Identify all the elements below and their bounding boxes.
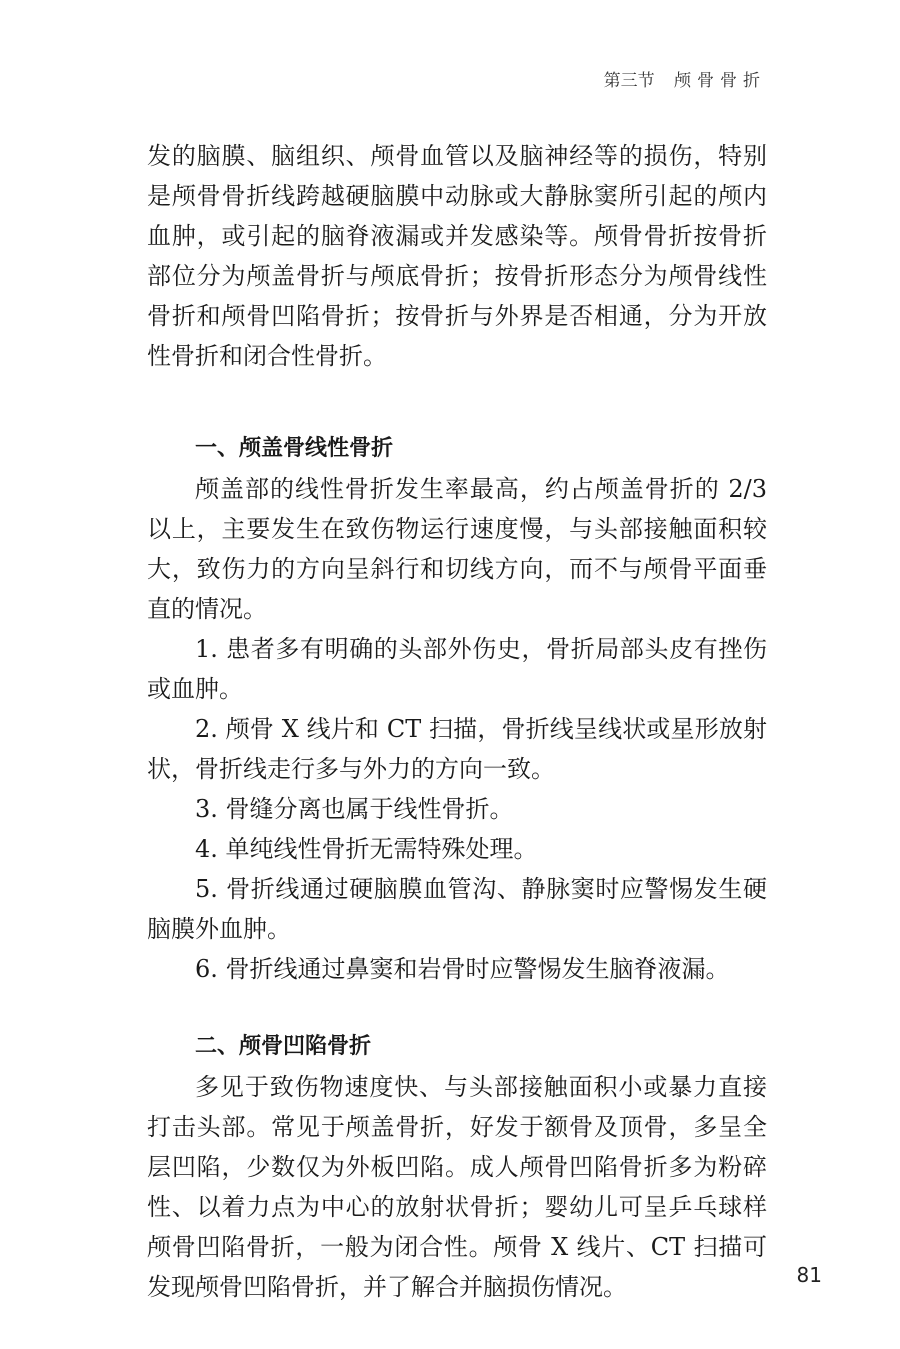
list-item: 6. 骨折线通过鼻窦和岩骨时应警惕发生脑脊液漏。 <box>195 955 730 983</box>
section-title: 颅骨骨折 <box>674 71 766 91</box>
intro-paragraph: 发的脑膜、脑组织、颅骨血管以及脑神经等的损伤，特别是颅骨骨折线跨越硬脑膜中动脉或大静脉窦所引起的颅内血肿，或引起的脑脊液漏或并发感染等。颅骨骨折按骨折部位分为颅盖骨折与颅底骨折；按骨折形态分为颅骨线性骨折和颅骨凹陷骨折；按骨折与外界是否相通，分为开放性骨折和闭合性骨折。 <box>147 142 767 370</box>
list-item: 5. 骨折线通过硬脑膜血管沟、静脉窦时应警惕发生硬脑膜外血肿。 <box>147 875 767 943</box>
page-number: 81 <box>796 1263 822 1287</box>
list-item: 1. 患者多有明确的头部外伤史，骨折局部头皮有挫伤或血肿。 <box>147 635 767 703</box>
list-item: 4. 单纯线性骨折无需特殊处理。 <box>195 835 538 863</box>
section-heading-linear-fracture: 一、颅盖骨线性骨折 <box>195 436 394 461</box>
list-item: 3. 骨缝分离也属于线性骨折。 <box>195 795 514 823</box>
section1-intro-paragraph: 颅盖部的线性骨折发生率最高，约占颅盖骨折的 2/3 以上，主要发生在致伤物运行速度慢，与头部接触面积较大，致伤力的方向呈斜行和切线方向，而不与颅骨平面垂直的情况。 <box>147 475 767 623</box>
running-header <box>604 66 766 91</box>
section-heading-depressed-fracture: 二、颅骨凹陷骨折 <box>195 1034 372 1059</box>
list-item: 2. 颅骨 X 线片和 CT 扫描，骨折线呈线状或星形放射状，骨折线走行多与外力的方向一致。 <box>147 715 767 783</box>
section2-body-paragraph: 多见于致伤物速度快、与头部接触面积小或暴力直接打击头部。常见于颅盖骨折，好发于额骨及顶骨，多呈全层凹陷，少数仅为外板凹陷。成人颅骨凹陷骨折多为粉碎性、以着力点为中心的放射状骨折；婴幼儿可呈乒乓球样颅骨凹陷骨折，一般为闭合性。颅骨 X 线片、CT 扫描可发现颅骨凹陷骨折，并了解合并脑损伤情况。 <box>147 1073 767 1301</box>
page-body <box>147 136 767 1307</box>
spacer <box>147 376 767 429</box>
spacer <box>147 989 767 1027</box>
section-label: 第三节 <box>603 71 655 91</box>
